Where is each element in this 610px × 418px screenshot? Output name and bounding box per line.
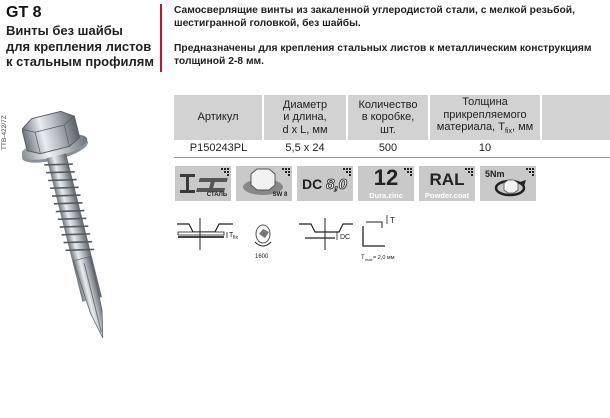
column-header: Количество в коробке, шт. xyxy=(347,95,429,140)
dura-label: Dura.zinc xyxy=(369,191,403,200)
steel-icon xyxy=(175,166,231,201)
hex-socket-icon xyxy=(236,166,292,201)
product-title-line: для крепления листов xyxy=(6,38,152,54)
dc-diagram xyxy=(299,218,353,250)
spec-table xyxy=(174,95,610,158)
steel-label: СТАЛЬ xyxy=(206,192,228,198)
dc-value: 8,0 xyxy=(326,176,347,193)
cell-thickness: 10 xyxy=(429,140,541,158)
screw-image xyxy=(22,108,142,383)
powder-label: Powder.coat xyxy=(424,191,470,200)
column-header: Артикул xyxy=(174,95,263,140)
torque-label: 5Nm xyxy=(485,169,505,179)
ral-icon xyxy=(419,166,475,201)
title-block xyxy=(6,4,156,70)
feature-icons xyxy=(175,166,536,201)
dc-diagram-label: DC xyxy=(340,234,351,241)
product-title-line: к стальным профилям xyxy=(6,54,154,69)
sw-label: SW 8 xyxy=(272,192,288,198)
tmax-value: = 2,0 мм xyxy=(373,255,395,261)
product-title-line: Винты без шайбы xyxy=(6,23,123,38)
t-label: T xyxy=(390,216,395,225)
description xyxy=(174,4,604,80)
column-header-empty xyxy=(541,95,610,140)
product-code: GT 8 xyxy=(6,4,42,21)
side-code: TTB-422/7Z xyxy=(1,115,8,150)
product-title xyxy=(6,23,156,70)
drill-capacity-icon xyxy=(297,166,353,201)
table-header-row xyxy=(174,95,610,140)
column-header: Диаметр и длина, d x L, мм xyxy=(263,95,347,140)
cell-quantity: 500 xyxy=(347,140,429,158)
durazinc-icon xyxy=(358,166,414,201)
rpm-label: 1600 xyxy=(255,254,269,260)
tmax-sub: max xyxy=(365,257,373,262)
t-diagram xyxy=(361,215,395,262)
tfix-diagram xyxy=(177,218,239,250)
cell-empty xyxy=(541,140,610,158)
technical-diagrams xyxy=(175,210,405,275)
dc-label: DC xyxy=(302,176,323,192)
dura-value: 12 xyxy=(373,166,399,190)
table-row xyxy=(174,140,610,158)
tmax-label: T xyxy=(361,255,365,261)
cell-article: P150243PL xyxy=(174,140,263,158)
column-header: Толщина прикрепляемого материала, $T_{fix}$, мм xyxy=(429,95,541,140)
description-p1: Самосверлящие винты из закаленной углеродистой стали, с мелкой резьбой, шестигранной головкой, без шайбы. xyxy=(174,5,575,29)
ral-label: RAL xyxy=(429,170,465,189)
rpm-diagram xyxy=(255,225,271,260)
description-p2: Предназначены для крепления стальных листов к металлическим конструкциям толщиной 2-8 мм. xyxy=(174,43,592,67)
red-divider xyxy=(160,4,162,72)
torque-icon xyxy=(480,166,536,201)
tfix-label: T xyxy=(229,232,234,239)
cell-size: 5,5 x 24 xyxy=(263,140,347,158)
tfix-sub: fix xyxy=(233,235,238,241)
